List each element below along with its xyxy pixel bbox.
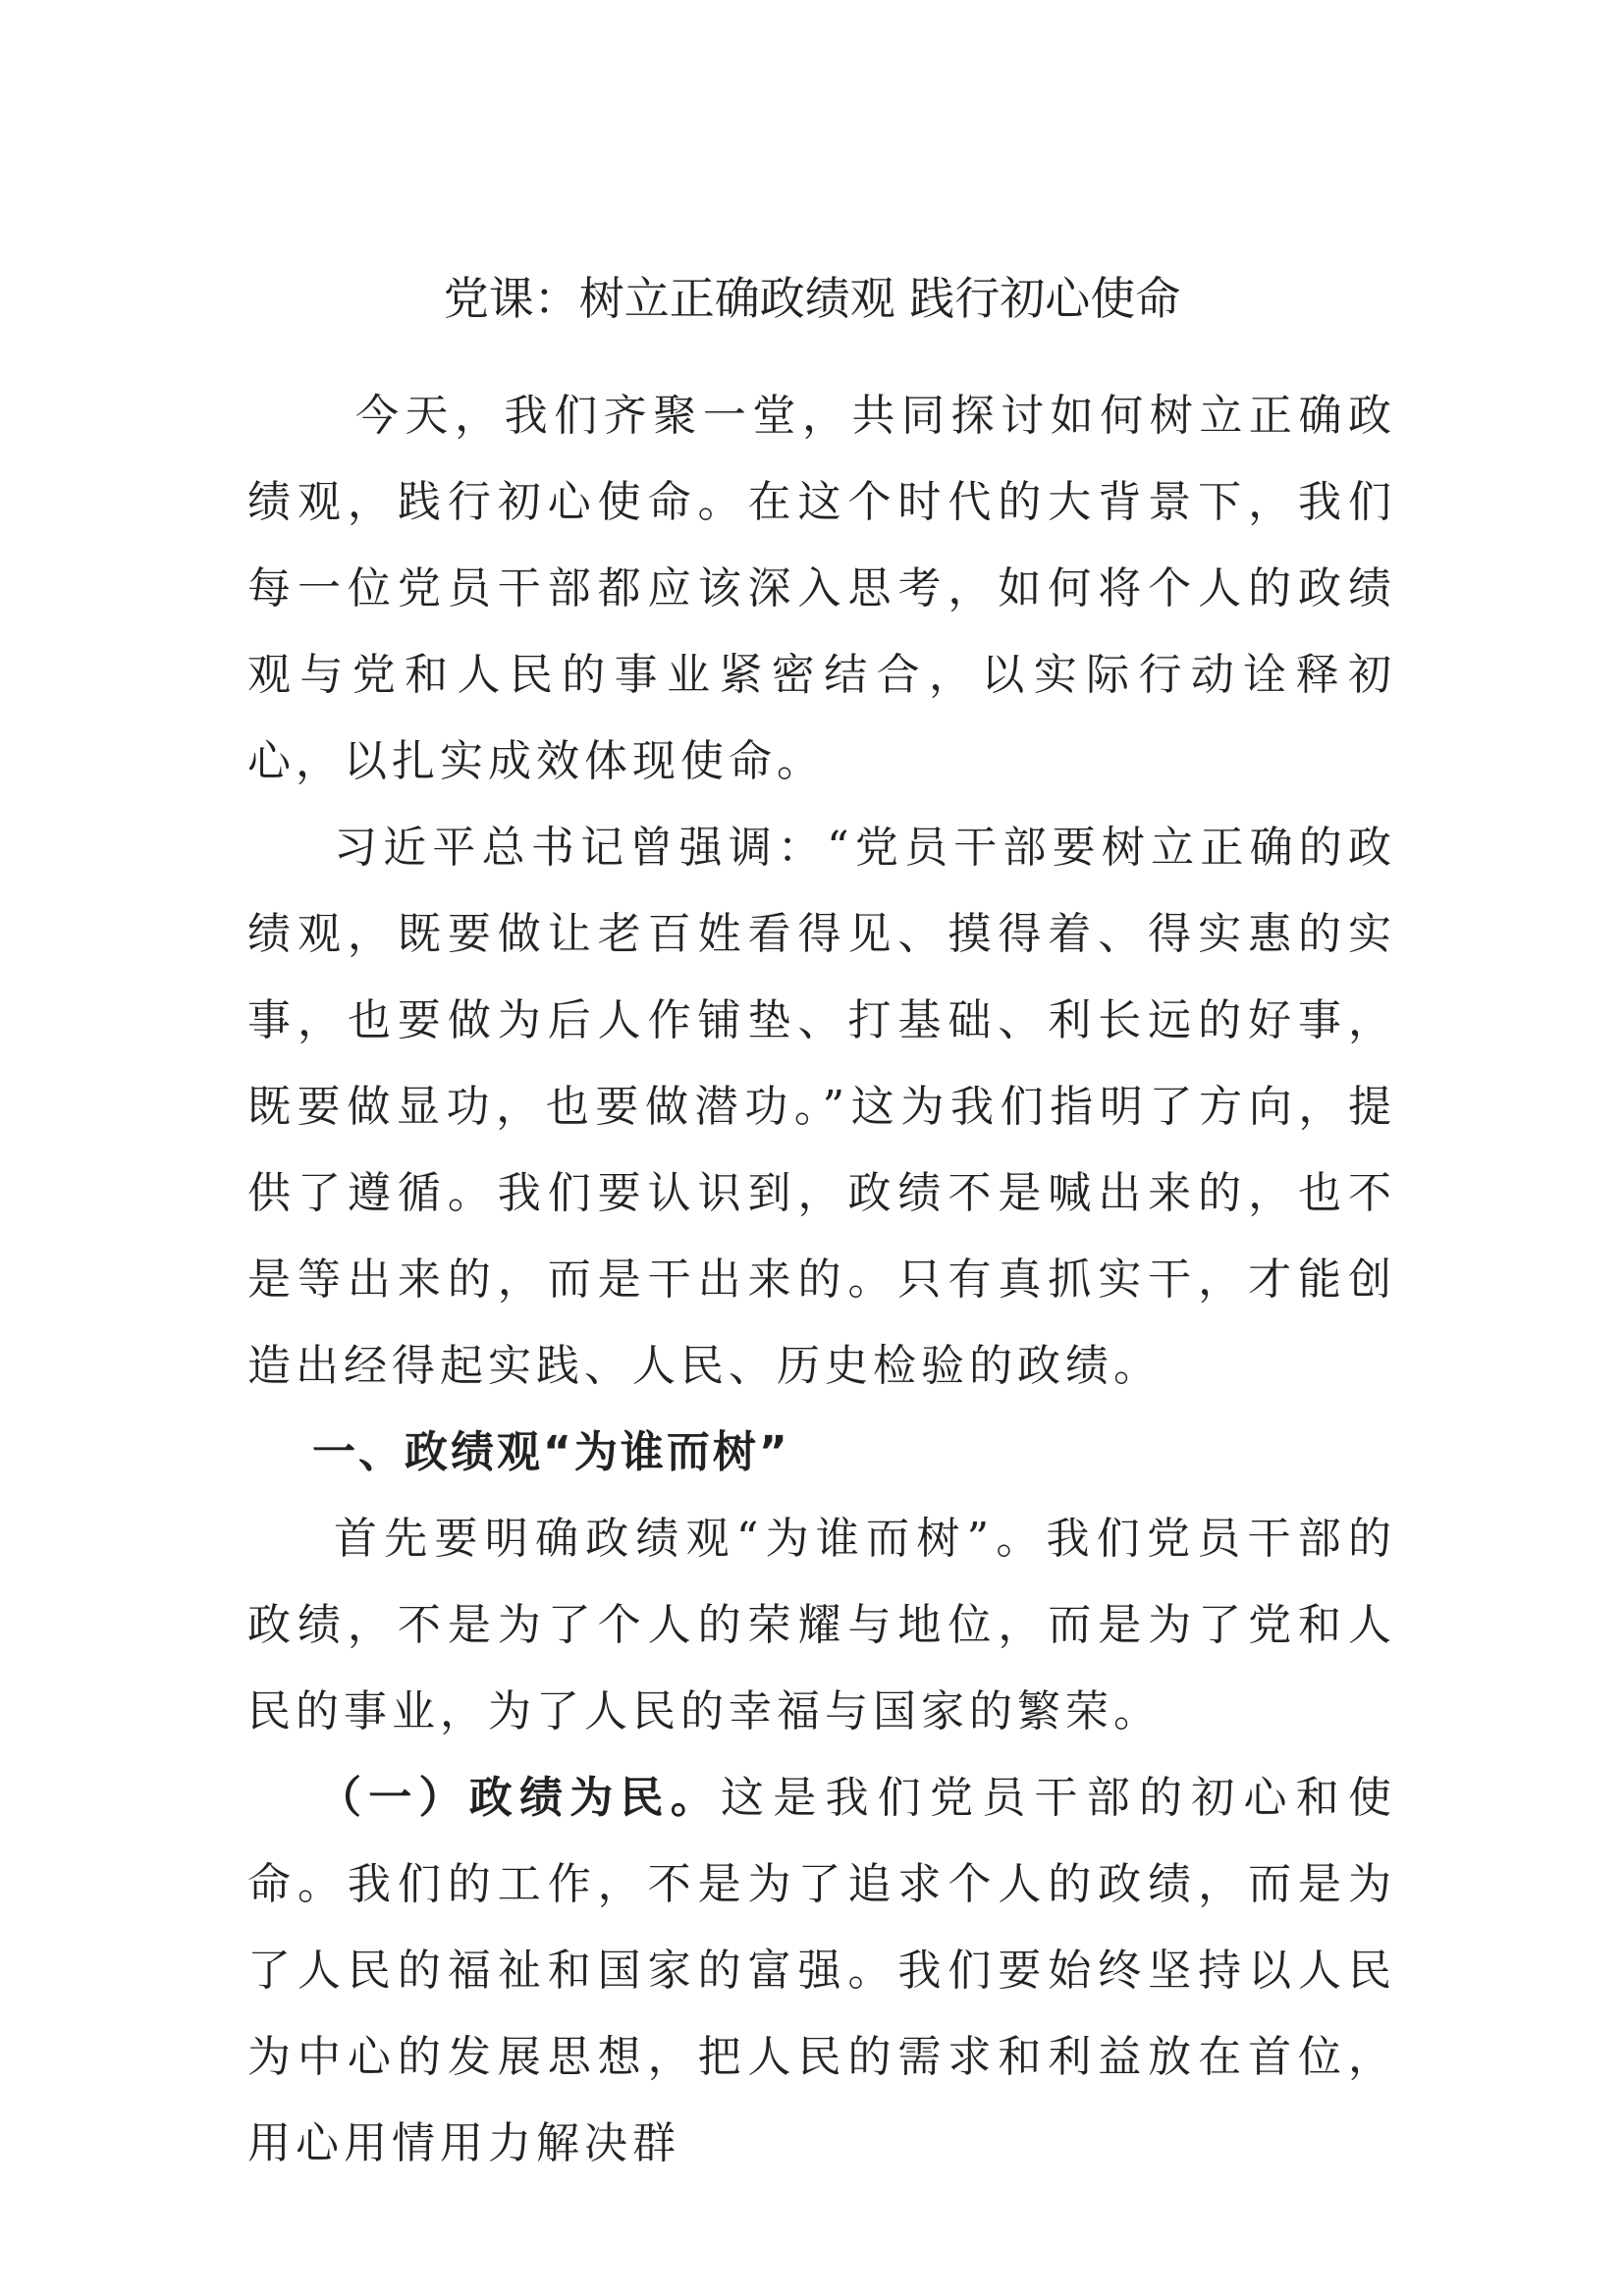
paragraph-quote: 习近平总书记曾强调：“党员干部要树立正确的政绩观，既要做让老百姓看得见、摸得着、得实惠的实事，也要做为后人作铺垫、打基础、利长远的好事，既要做显功，也要做潜功。”这为我们指明了方向，提供了遵循。我们要认识到，政绩不是喊出来的，也不是等出来的，而是干出来的。只有真抓实干，才能创造出经得起实践、人民、历史检验的政绩。 (247, 823, 1396, 1391)
paragraph-opening: 今天，我们齐聚一堂，共同探讨如何树立正确政绩观，践行初心使命。在这个时代的大背景下，我们每一位党员干部都应该深入思考，如何将个人的政绩观与党和人民的事业紧密结合，以实际行动诠释初心，以扎实成效体现使命。 (247, 391, 1396, 786)
section-intro-paragraph: 首先要明确政绩观“为谁而树”。我们党员干部的政绩，不是为了个人的荣耀与地位，而是为了党和人民的事业，为了人民的幸福与国家的繁荣。 (247, 1514, 1396, 1736)
section-heading: 一、政绩观“为谁而树” (312, 1427, 790, 1477)
subsection-text: 这是我们党员干部的初心和使命。我们的工作，不是为了追求个人的政绩，而是为了人民的福祉和国家的富强。我们要始终坚持以人民为中心的发展思想，把人民的需求和利益放在首位，用心用情用力解决群 (247, 1773, 1396, 2168)
document-title: 党课：树立正确政绩观 践行初心使命 (443, 272, 1181, 325)
subsection-paragraph (247, 1755, 1396, 2187)
document-body (247, 373, 1396, 2187)
subsection-lead: （一）政绩为民。 (318, 1773, 721, 1823)
